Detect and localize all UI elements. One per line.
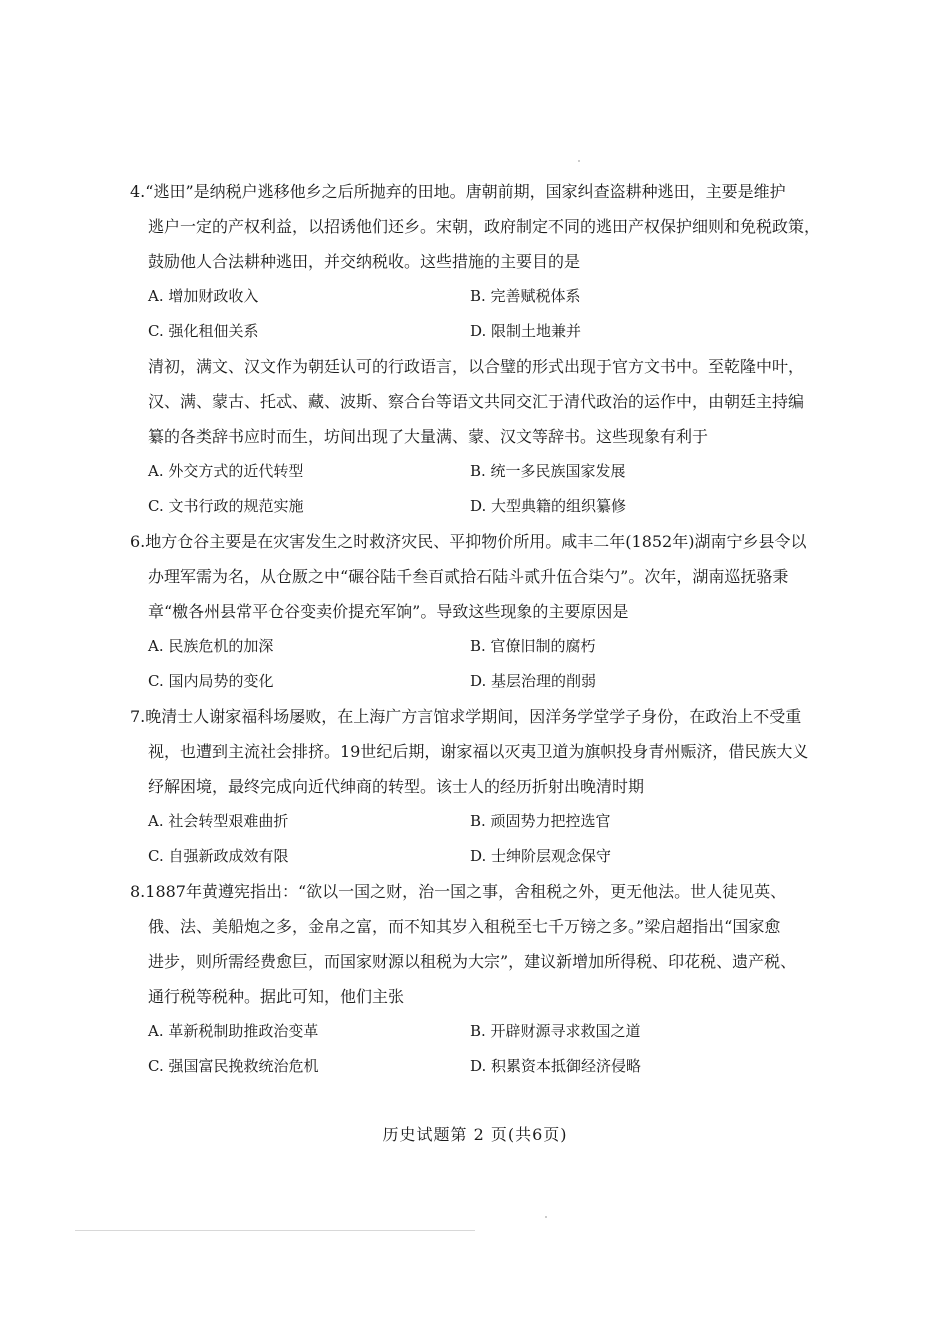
option-c: C. 国内局势的变化 [148,672,274,690]
question-text-line: 纂的各类辞书应时而生，坊间出现了大量满、蒙、汉文等辞书。这些现象有利于 [148,427,709,446]
options-row [130,314,830,349]
question-text-line: 8.1887年黄遵宪指出：“欲以一国之财，治一国之事，舍租税之外，更无他法。世人徒见英、 [130,882,787,901]
page-footer: 历史试题第 2 页(共6页) [382,1125,568,1144]
option-c: C. 文书行政的规范实施 [148,497,304,515]
option-a: A. 社会转型艰难曲折 [148,812,289,830]
question-text-line: 4.“逃田”是纳税户逃移他乡之后所抛弃的田地。唐朝前期，国家纠查盗耕种逃田，主要是维护 [130,182,786,201]
option-b: B. 官僚旧制的腐朽 [470,637,596,655]
option-d: D. 士绅阶层观念保守 [470,847,612,865]
option-d: D. 基层治理的削弱 [470,672,597,690]
option-b: B. 开辟财源寻求救国之道 [470,1022,641,1040]
question-text-line: 办理军需为名，从仓厫之中“碾谷陆千叁百贰拾石陆斗贰升伍合柒勺”。次年，湖南巡抚骆秉 [148,567,789,586]
option-d: D. 积累资本抵御经济侵略 [470,1057,642,1075]
option-c: C. 强国富民挽救统治危机 [148,1057,319,1075]
question-7 [130,699,830,874]
question-text-line: 纾解困境，最终完成向近代绅商的转型。该士人的经历折射出晚清时期 [148,777,645,796]
options-row [130,1049,830,1084]
options-row [130,839,830,874]
option-a: A. 外交方式的近代转型 [148,462,304,480]
option-b: B. 顽固势力把控选官 [470,812,611,830]
options-row [130,489,830,524]
option-d: D. 限制土地兼并 [470,322,582,340]
question-text-line: 7.晚清士人谢家福科场屡败，在上海广方言馆求学期间，因洋务学堂学子身份，在政治上不受重 [130,707,802,726]
question-8 [130,874,830,1084]
question-text-line: 汉、满、蒙古、托忒、藏、波斯、察合台等语文共同交汇于清代政治的运作中，由朝廷主持编 [148,392,805,411]
question-text-line: 俄、法、美船炮之多，金帛之富，而不知其岁入租税至七千万镑之多。”梁启超指出“国家愈 [148,917,781,936]
option-b: B. 统一多民族国家发展 [470,462,626,480]
scan-speck [578,160,580,162]
options-row [130,804,830,839]
question-text-line: 6.地方仓谷主要是在灾害发生之时救济灾民、平抑物价所用。咸丰二年(1852年)湖南宁乡县令以 [130,532,807,551]
option-c: C. 自强新政成效有限 [148,847,289,865]
options-row [130,454,830,489]
question-4 [130,174,830,349]
options-row [130,629,830,664]
question-6 [130,524,830,699]
option-b: B. 完善赋税体系 [470,287,581,305]
scan-divider [75,1230,475,1231]
question-text-line: 进步，则所需经费愈巨，而国家财源以租税为大宗”，建议新增加所得税、印花税、遗产税、 [148,952,797,971]
scan-speck [545,1216,547,1218]
options-row [130,279,830,314]
options-row [130,664,830,699]
option-c: C. 强化租佃关系 [148,322,259,340]
option-a: A. 增加财政收入 [148,287,259,305]
question-5 [130,349,830,524]
question-text-line: 逃户一定的产权利益，以招诱他们还乡。宋朝，政府制定不同的逃田产权保护细则和免税政策， [148,217,821,236]
option-d: D. 大型典籍的组织纂修 [470,497,627,515]
option-a: A. 民族危机的加深 [148,637,274,655]
question-text-line: 章“檄各州县常平仓谷变卖价提充军饷”。导致这些现象的主要原因是 [148,602,629,621]
option-a: A. 革新税制助推政治变革 [148,1022,319,1040]
question-text-line: 清初，满文、汉文作为朝廷认可的行政语言，以合璧的形式出现于官方文书中。至乾隆中叶， [148,357,805,376]
options-row [130,1014,830,1049]
question-text-line: 通行税等税种。据此可知，他们主张 [148,987,405,1006]
question-text-line: 鼓励他人合法耕种逃田，并交纳税收。这些措施的主要目的是 [148,252,581,271]
question-text-line: 视，也遭到主流社会排挤。19世纪后期，谢家福以灭夷卫道为旗帜投身青州赈济，借民族大义 [148,742,809,761]
